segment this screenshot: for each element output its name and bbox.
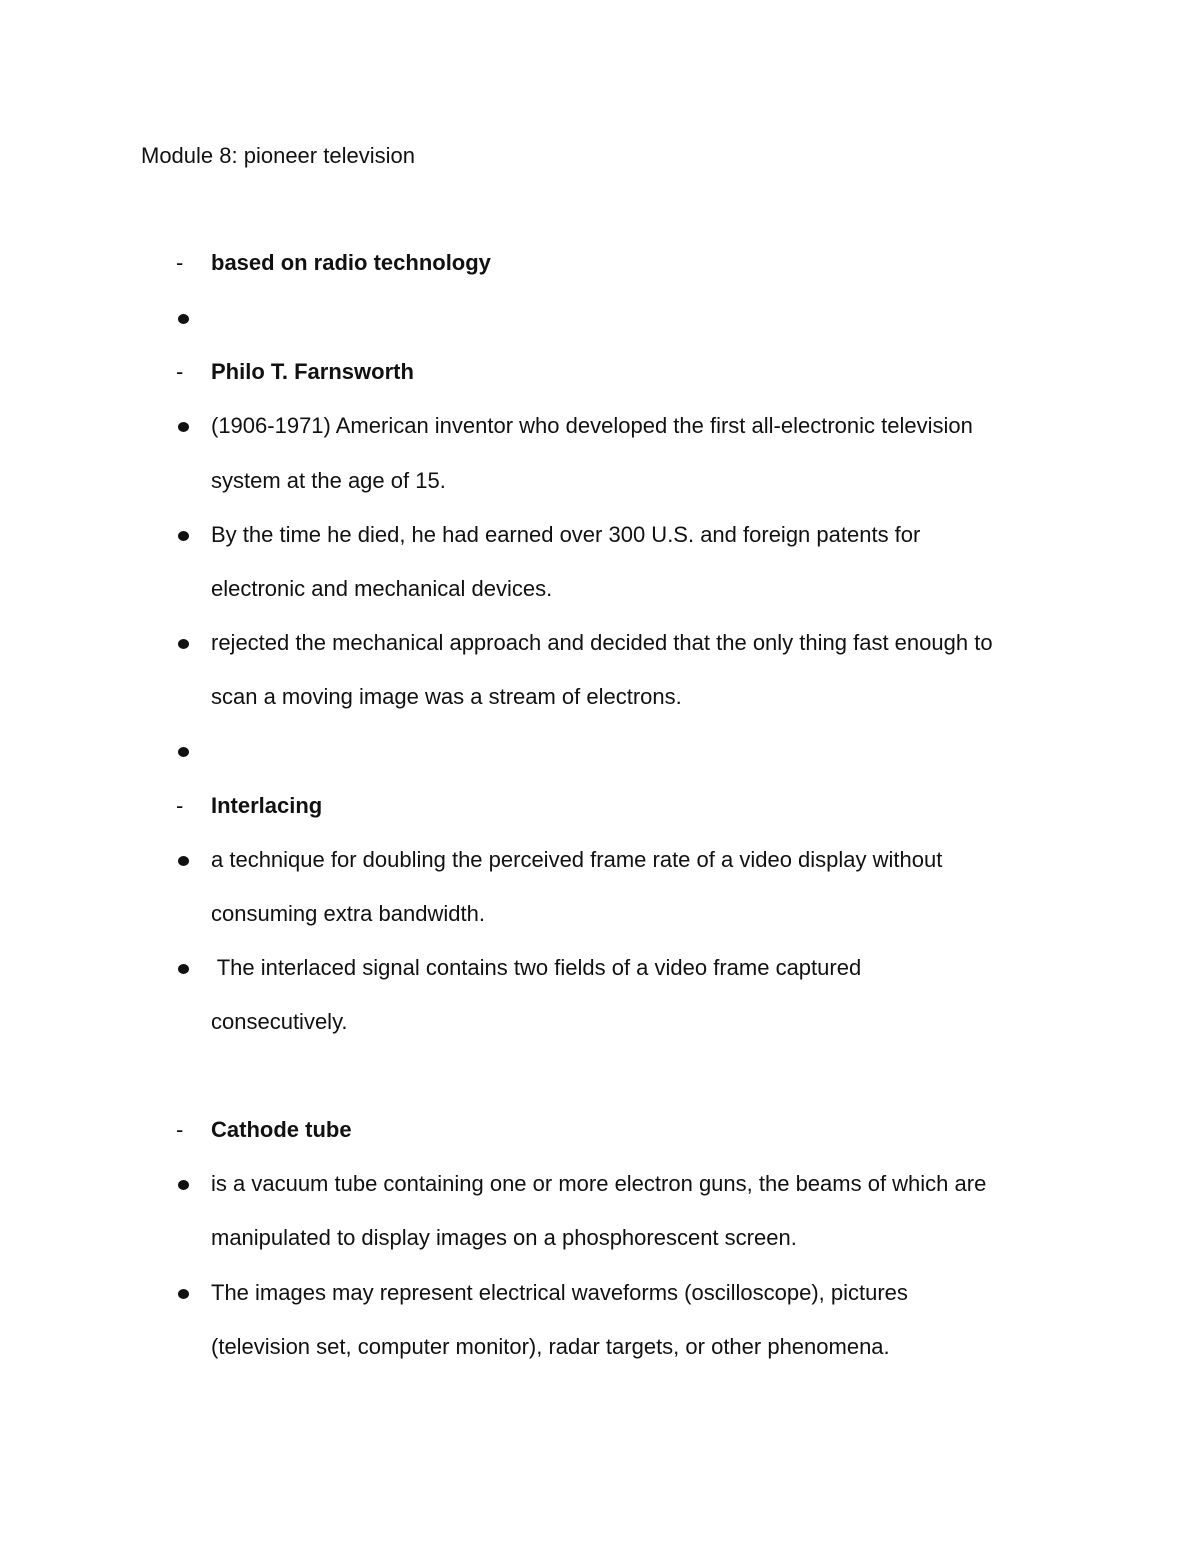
list-item: [0, 411, 1200, 441]
list-item-text: The images may represent electrical waveforms (oscilloscope), pictures: [211, 1280, 908, 1305]
list-item: [0, 628, 1200, 658]
list-item: [0, 736, 1200, 766]
list-item-text: By the time he died, he had earned over 300 U.S. and foreign patents for: [211, 522, 921, 547]
heading-text: Philo T. Farnsworth: [211, 359, 414, 384]
bullet-icon: [178, 1289, 189, 1299]
page-title: Module 8: pioneer television: [141, 143, 415, 168]
bullet-icon: [178, 639, 189, 649]
list-item-text: rejected the mechanical approach and decided that the only thing fast enough to: [211, 630, 993, 655]
list-item: [0, 845, 1200, 875]
list-item-heading: [0, 791, 1200, 821]
list-item: [0, 953, 1200, 983]
list-item-text: (1906-1971) American inventor who developed the first all-electronic television: [211, 413, 973, 438]
heading-text: based on radio technology: [211, 250, 491, 275]
bullet-icon: [178, 314, 189, 324]
list-item-continuation: [0, 682, 1200, 712]
bullet-icon: [178, 964, 189, 974]
list-item: [0, 303, 1200, 333]
list-item-text: consecutively.: [211, 1009, 348, 1034]
list-item-continuation: [0, 1332, 1200, 1362]
list-item-continuation: [0, 574, 1200, 604]
bullet-icon: [178, 1180, 189, 1190]
list-item: [0, 1169, 1200, 1199]
bullet-icon: [178, 531, 189, 541]
dash-marker: -: [176, 250, 184, 275]
list-item-text: electronic and mechanical devices.: [211, 576, 553, 601]
list-item-continuation: [0, 1007, 1200, 1037]
list-item-text: system at the age of 15.: [211, 468, 446, 493]
list-item-text: scan a moving image was a stream of electrons.: [211, 684, 682, 709]
list-item-continuation: [0, 1223, 1200, 1253]
list-item: [0, 520, 1200, 550]
list-item-text: is a vacuum tube containing one or more electron guns, the beams of which are: [211, 1171, 987, 1196]
list-item-heading: [0, 357, 1200, 387]
list-item-text: The interlaced signal contains two fields of a video frame captured: [211, 955, 862, 980]
dash-marker: -: [176, 793, 184, 818]
list-item-heading: [0, 1115, 1200, 1145]
dash-marker: -: [176, 1117, 184, 1142]
bullet-icon: [178, 747, 189, 757]
heading-text: Cathode tube: [211, 1117, 352, 1142]
list-item-continuation: [0, 466, 1200, 496]
list-item-continuation: [0, 899, 1200, 929]
list-item-text: (television set, computer monitor), radar targets, or other phenomena.: [211, 1334, 890, 1359]
list-item-text: consuming extra bandwidth.: [211, 901, 485, 926]
bullet-icon: [178, 856, 189, 866]
list-item-heading: [0, 248, 1200, 278]
list-item: [0, 1278, 1200, 1308]
list-item-text: manipulated to display images on a phosphorescent screen.: [211, 1225, 797, 1250]
dash-marker: -: [176, 359, 184, 384]
heading-text: Interlacing: [211, 793, 323, 818]
list-item-text: a technique for doubling the perceived frame rate of a video display without: [211, 847, 943, 872]
bullet-icon: [178, 422, 189, 432]
